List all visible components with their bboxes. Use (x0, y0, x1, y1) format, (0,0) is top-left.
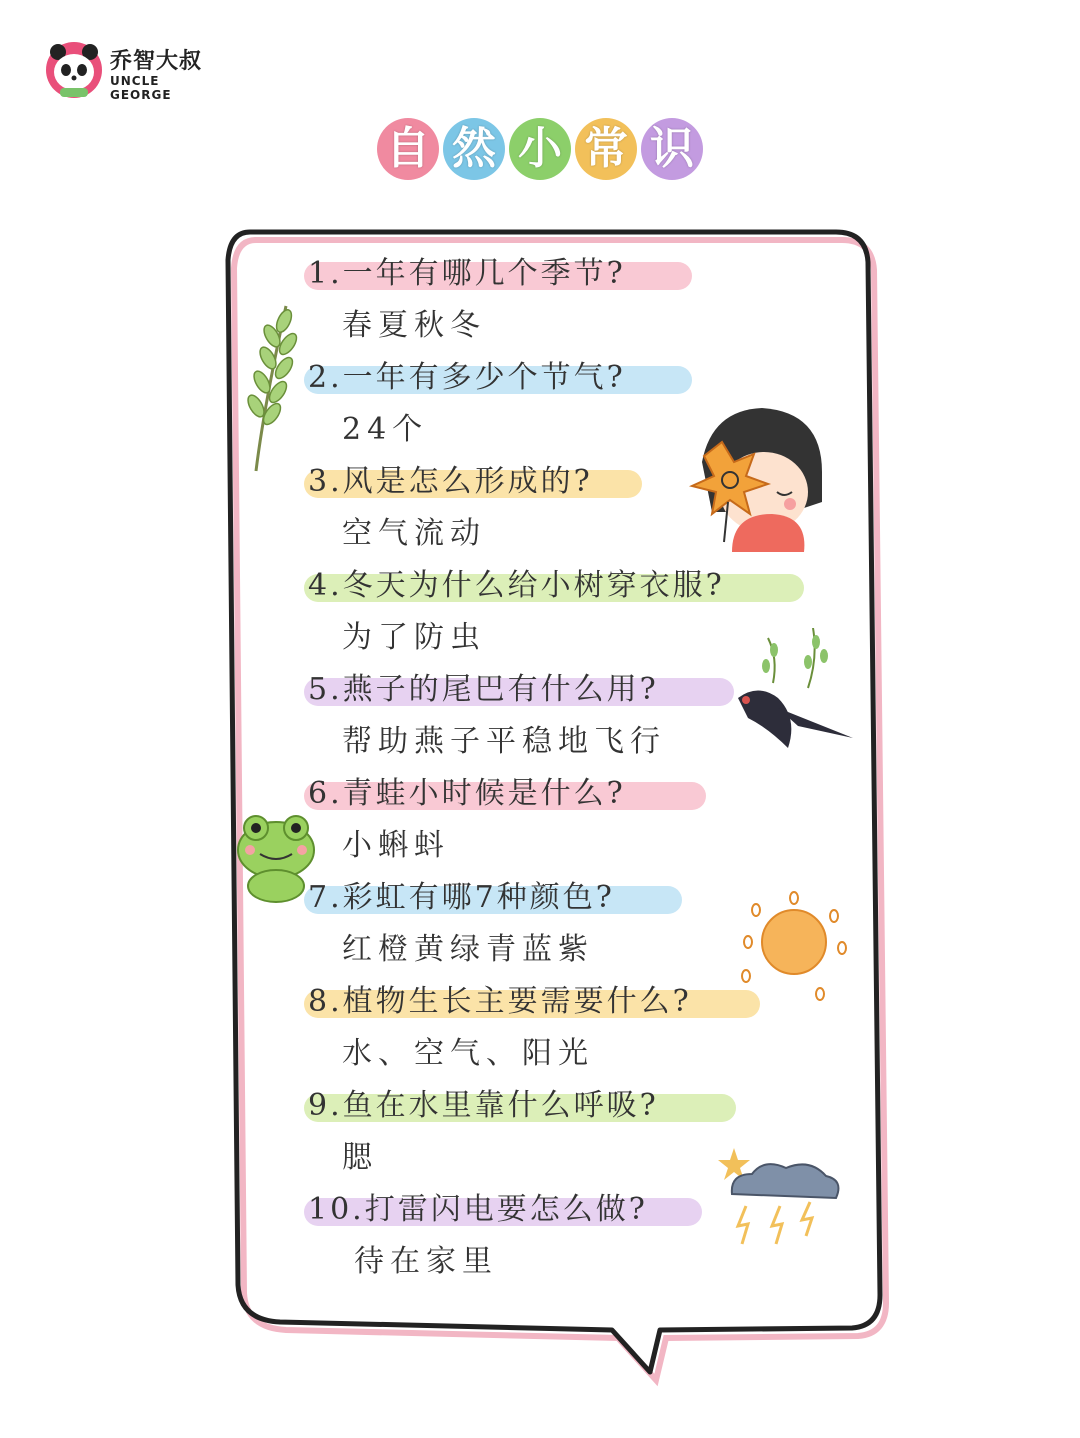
question-text: 1.一年有哪几个季节? (308, 256, 626, 291)
answer-6: 小蝌蚪 (342, 828, 450, 863)
question-9 (308, 1084, 828, 1136)
question-text: 10.打雷闪电要怎么做? (308, 1192, 648, 1227)
question-text: 5.燕子的尾巴有什么用? (308, 672, 659, 707)
question-text: 8.植物生长主要需要什么? (308, 984, 692, 1019)
qa-list (308, 252, 828, 1292)
question-text: 3.风是怎么形成的? (308, 464, 593, 499)
answer-2: 24个 (342, 412, 429, 447)
question-text: 4.冬天为什么给小树穿衣服? (308, 568, 725, 603)
question-5 (308, 668, 828, 720)
brand-name-en: UNCLE GEORGE (110, 74, 172, 102)
title-char: 识 (641, 118, 703, 180)
question-text: 9.鱼在水里靠什么呼吸? (308, 1088, 659, 1123)
title-char: 自 (377, 118, 439, 180)
answer-7: 红橙黄绿青蓝紫 (342, 932, 594, 967)
title-char: 然 (443, 118, 505, 180)
answer-10: 待在家里 (354, 1244, 498, 1279)
question-text: 6.青蛙小时候是什么? (308, 776, 626, 811)
title-char: 常 (575, 118, 637, 180)
answer-1: 春夏秋冬 (342, 308, 486, 343)
wheat-icon (226, 296, 316, 476)
answer-8: 水、空气、阳光 (342, 1036, 594, 1071)
question-8 (308, 980, 828, 1032)
answer-3: 空气流动 (342, 516, 486, 551)
answer-5: 帮助燕子平稳地飞行 (342, 724, 666, 759)
title-char: 小 (509, 118, 571, 180)
answer-9: 腮 (342, 1140, 378, 1175)
question-7 (308, 876, 828, 928)
question-2 (308, 356, 828, 408)
question-text: 7.彩虹有哪7种颜色? (308, 880, 615, 915)
question-6 (308, 772, 828, 824)
question-4 (308, 564, 828, 616)
question-text: 2.一年有多少个节气? (308, 360, 626, 395)
answer-4: 为了防虫 (342, 620, 486, 655)
question-10 (308, 1188, 828, 1240)
question-1 (308, 252, 828, 304)
brand-name-cn: 乔智大叔 (110, 49, 203, 74)
question-3 (308, 460, 828, 512)
